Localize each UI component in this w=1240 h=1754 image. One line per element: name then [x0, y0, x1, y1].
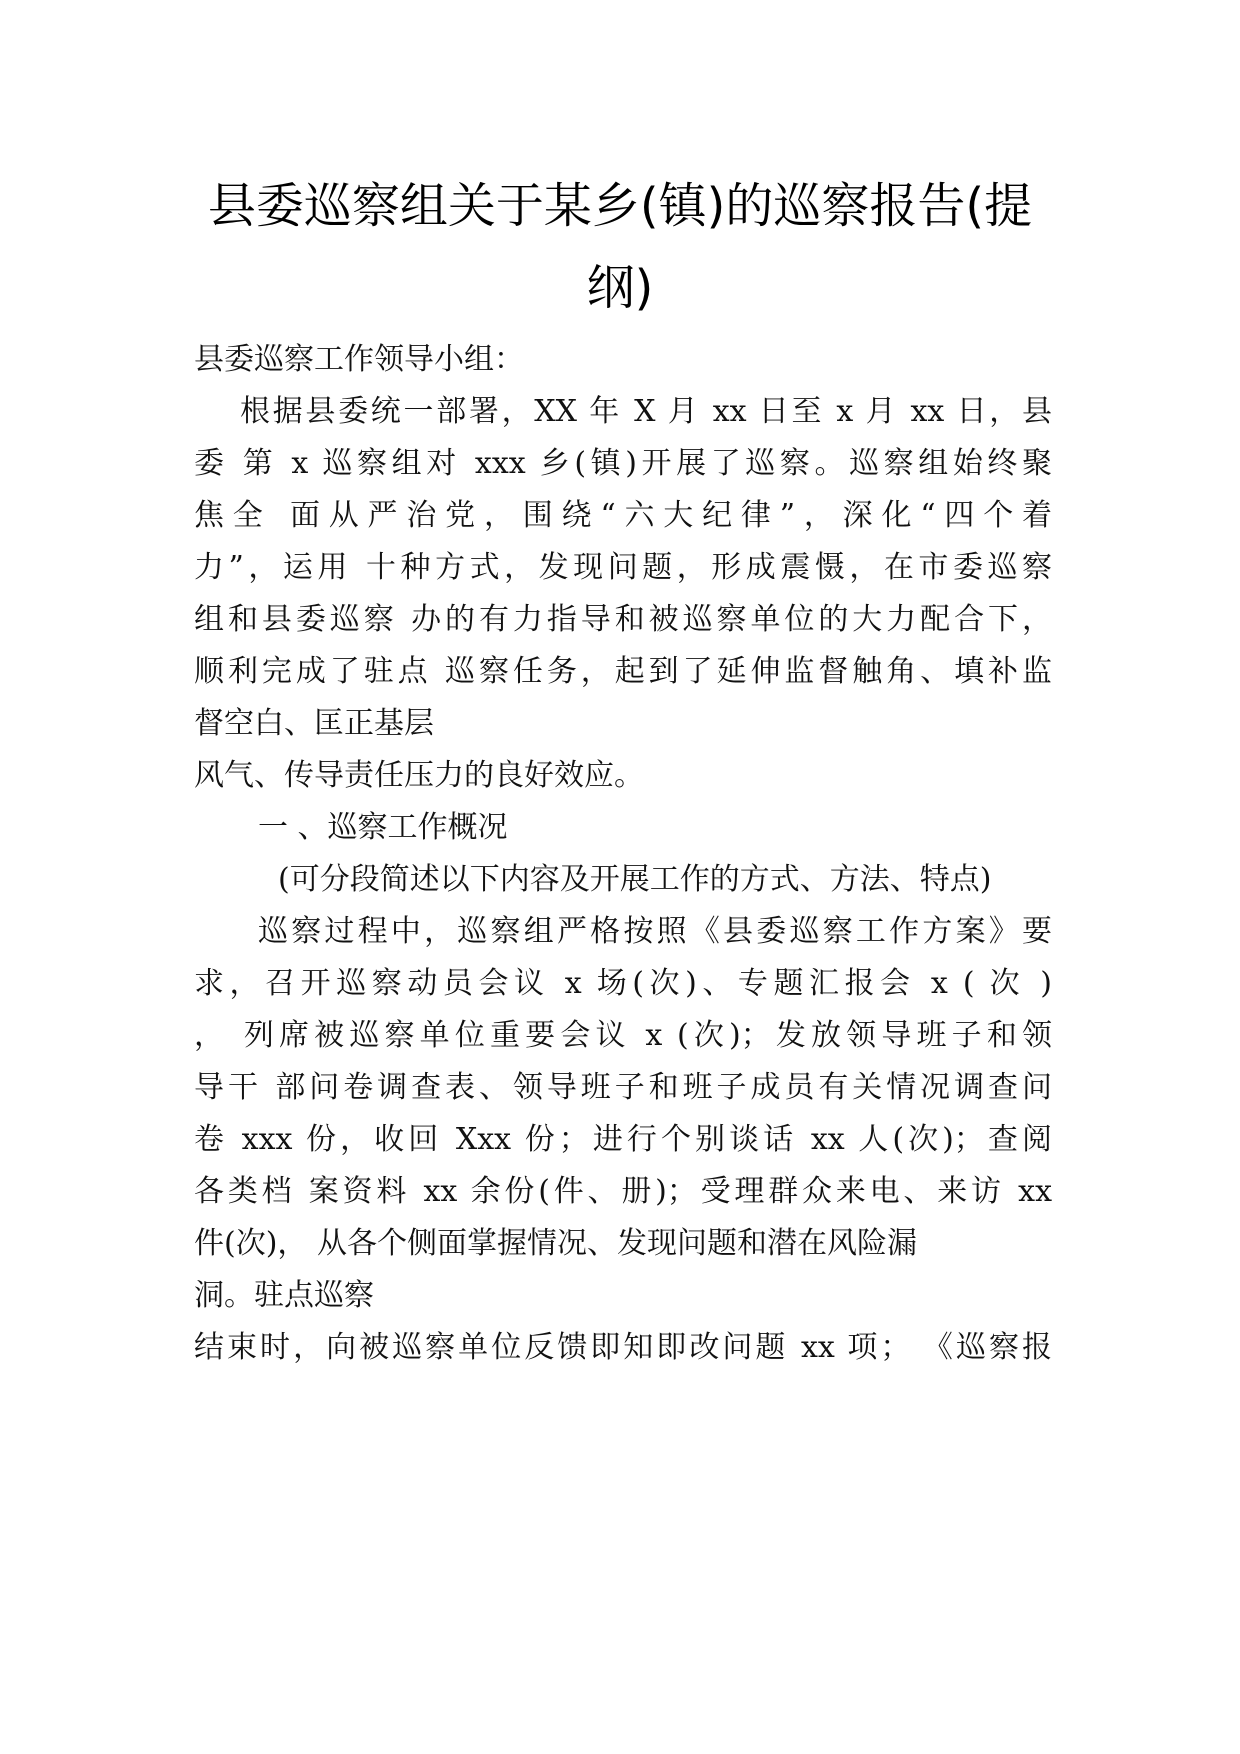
- paragraph-1-line-8: 风气、传导责任压力的良好效应。: [194, 758, 644, 793]
- paragraph-1-line-7: 督空白、匡正基层: [194, 706, 434, 741]
- paragraph-2-line-9: 结束时，向被巡察单位反馈即知即改问题 xx 项； 《巡察报: [194, 1330, 1052, 1365]
- paragraph-2-line-2: 求，召开巡察动员会议 x 场(次)、专题汇报会 x ( 次 ): [194, 966, 1052, 1001]
- paragraph-2-line-1: 巡察过程中，巡察组严格按照《县委巡察工作方案》要: [258, 914, 1052, 949]
- document-title-line-1: 县委巡察组关于某乡(镇)的巡察报告(提: [207, 178, 1033, 234]
- paragraph-2-line-7: 件(次)， 从各个侧面掌握情况、发现问题和潜在风险漏: [194, 1226, 917, 1261]
- paragraph-1-line-4: 力”，运用 十种方式，发现问题，形成震慑，在市委巡察: [194, 550, 1052, 585]
- section-1-heading: 一 、巡察工作概况: [258, 810, 508, 845]
- paragraph-1-line-5: 组和县委巡察 办的有力指导和被巡察单位的大力配合下，: [194, 602, 1052, 637]
- salutation: 县委巡察工作领导小组：: [194, 342, 524, 377]
- paragraph-1-line-6: 顺利完成了驻点 巡察任务，起到了延伸监督触角、填补监: [194, 654, 1052, 689]
- paragraph-2-line-3: ， 列席被巡察单位重要会议 x (次)；发放领导班子和领: [194, 1018, 1052, 1053]
- paragraph-2-line-6: 各类档 案资料 xx 余份(件、册)；受理群众来电、来访 xx: [194, 1174, 1052, 1209]
- paragraph-1-line-2: 委 第 x 巡察组对 xxx 乡(镇)开展了巡察。巡察组始终聚: [194, 446, 1052, 481]
- paragraph-1-line-3: 焦全 面从严治党，围绕“六大纪律”，深化“四个着: [194, 498, 1052, 533]
- section-1-note: (可分段简述以下内容及开展工作的方式、方法、特点): [278, 862, 992, 897]
- paragraph-2-line-4: 导干 部问卷调查表、领导班子和班子成员有关情况调查问: [194, 1070, 1052, 1105]
- paragraph-2-line-5: 卷 xxx 份，收回 Xxx 份；进行个别谈话 xx 人(次)；查阅: [194, 1122, 1052, 1157]
- document-title-line-2: 纲): [586, 260, 654, 316]
- paragraph-2-line-8: 洞。驻点巡察: [194, 1278, 374, 1313]
- paragraph-1-line-1: 根据县委统一部署，XX 年 X 月 xx 日至 x 月 xx 日，县: [240, 394, 1052, 429]
